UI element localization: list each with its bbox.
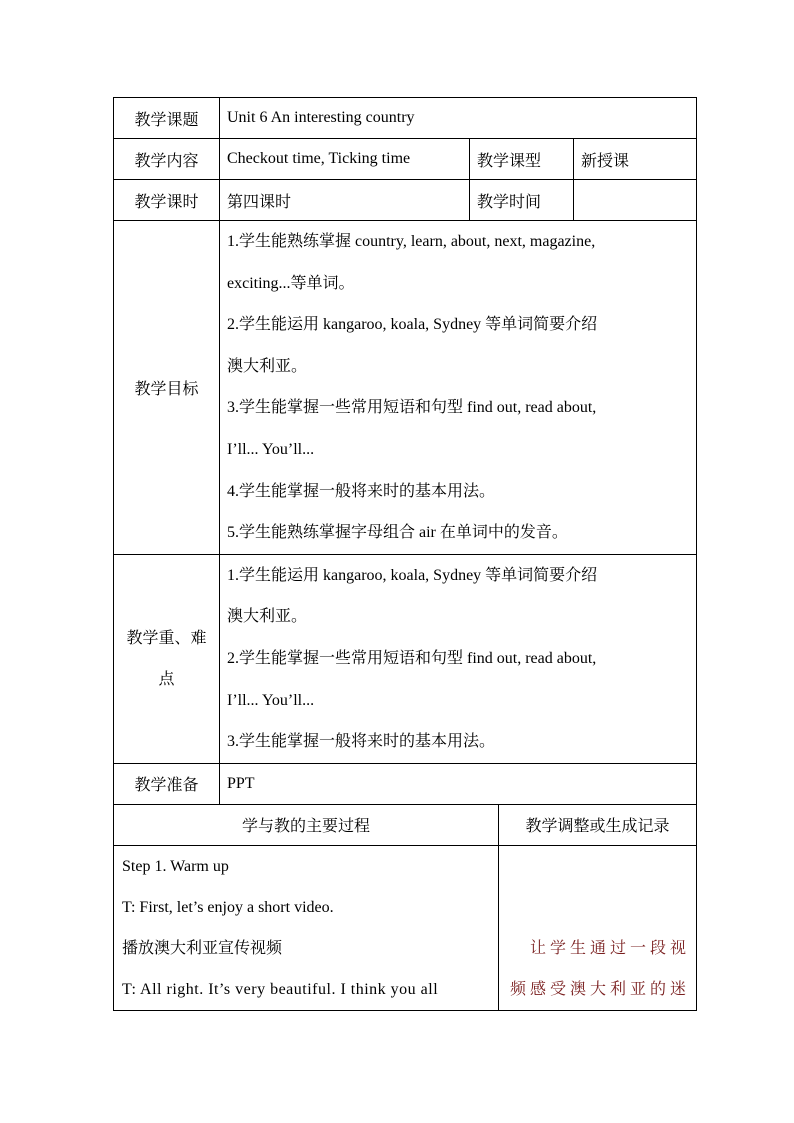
process-header-main: 学与教的主要过程 [114, 804, 499, 845]
adjustment-record [499, 845, 697, 1010]
key-points-label-line1: 教学重、难 [126, 629, 207, 647]
objective-line: 3.学生能掌握一些常用短语和句型 find out, read about, [227, 399, 597, 417]
period-value: 第四课时 [220, 180, 470, 221]
lesson-plan-document [113, 97, 696, 1011]
content-row [114, 139, 697, 180]
preparation-value: PPT [220, 763, 697, 804]
process-header-row [114, 804, 697, 845]
objective-line: 澳大利亚。 [227, 357, 308, 375]
process-header-side: 教学调整或生成记录 [499, 804, 697, 845]
adjustment-spacer [505, 887, 690, 928]
adjustment-line: 让学生通过一段视 [530, 939, 691, 957]
objectives-content [220, 221, 697, 555]
period-label: 教学课时 [114, 180, 220, 221]
period-row [114, 180, 697, 221]
objectives-label: 教学目标 [114, 221, 220, 555]
process-line: 播放澳大利亚宣传视频 [122, 939, 283, 957]
adjustment-spacer [505, 846, 690, 887]
objective-line: 2.学生能运用 kangaroo, koala, Sydney 等单词简要介绍 [227, 316, 598, 334]
topic-value: Unit 6 An interesting country [220, 98, 697, 139]
adjustment-line: 频感受澳大利亚的迷 [510, 980, 691, 998]
key-point-line: I’ll... You’ll... [227, 691, 315, 709]
objectives-row [114, 221, 697, 555]
topic-label: 教学课题 [114, 98, 220, 139]
key-points-content [220, 554, 697, 763]
process-line: T: First, let’s enjoy a short video. [122, 898, 334, 916]
objective-line: 4.学生能掌握一般将来时的基本用法。 [227, 482, 496, 500]
content-label: 教学内容 [114, 139, 220, 180]
key-point-line: 3.学生能掌握一般将来时的基本用法。 [227, 733, 496, 751]
process-line: Step 1. Warm up [122, 857, 229, 875]
content-value: Checkout time, Ticking time [220, 139, 470, 180]
lesson-plan-table [113, 97, 697, 1011]
lesson-type-label: 教学课型 [470, 139, 574, 180]
lesson-type-value: 新授课 [574, 139, 697, 180]
topic-row [114, 98, 697, 139]
key-point-line: 2.学生能掌握一些常用短语和句型 find out, read about, [227, 649, 597, 667]
key-points-row [114, 554, 697, 763]
objective-line: 5.学生能熟练掌握字母组合 air 在单词中的发音。 [227, 524, 568, 542]
key-point-line: 1.学生能运用 kangaroo, koala, Sydney 等单词简要介绍 [227, 566, 598, 584]
objective-line: 1.学生能熟练掌握 country, learn, about, next, magazine, [227, 233, 596, 250]
process-line: T: All right. It’s very beautiful. I think you all [122, 980, 439, 998]
process-row [114, 845, 697, 1010]
time-value [574, 180, 697, 221]
process-content [114, 845, 499, 1010]
key-point-line: 澳大利亚。 [227, 608, 308, 626]
objective-line: I’ll... You’ll... [227, 440, 315, 458]
preparation-label: 教学准备 [114, 763, 220, 804]
preparation-row [114, 763, 697, 804]
key-points-label [114, 554, 220, 763]
key-points-label-line2: 点 [158, 670, 175, 688]
objective-line: exciting...等单词。 [227, 274, 355, 292]
time-label: 教学时间 [470, 180, 574, 221]
